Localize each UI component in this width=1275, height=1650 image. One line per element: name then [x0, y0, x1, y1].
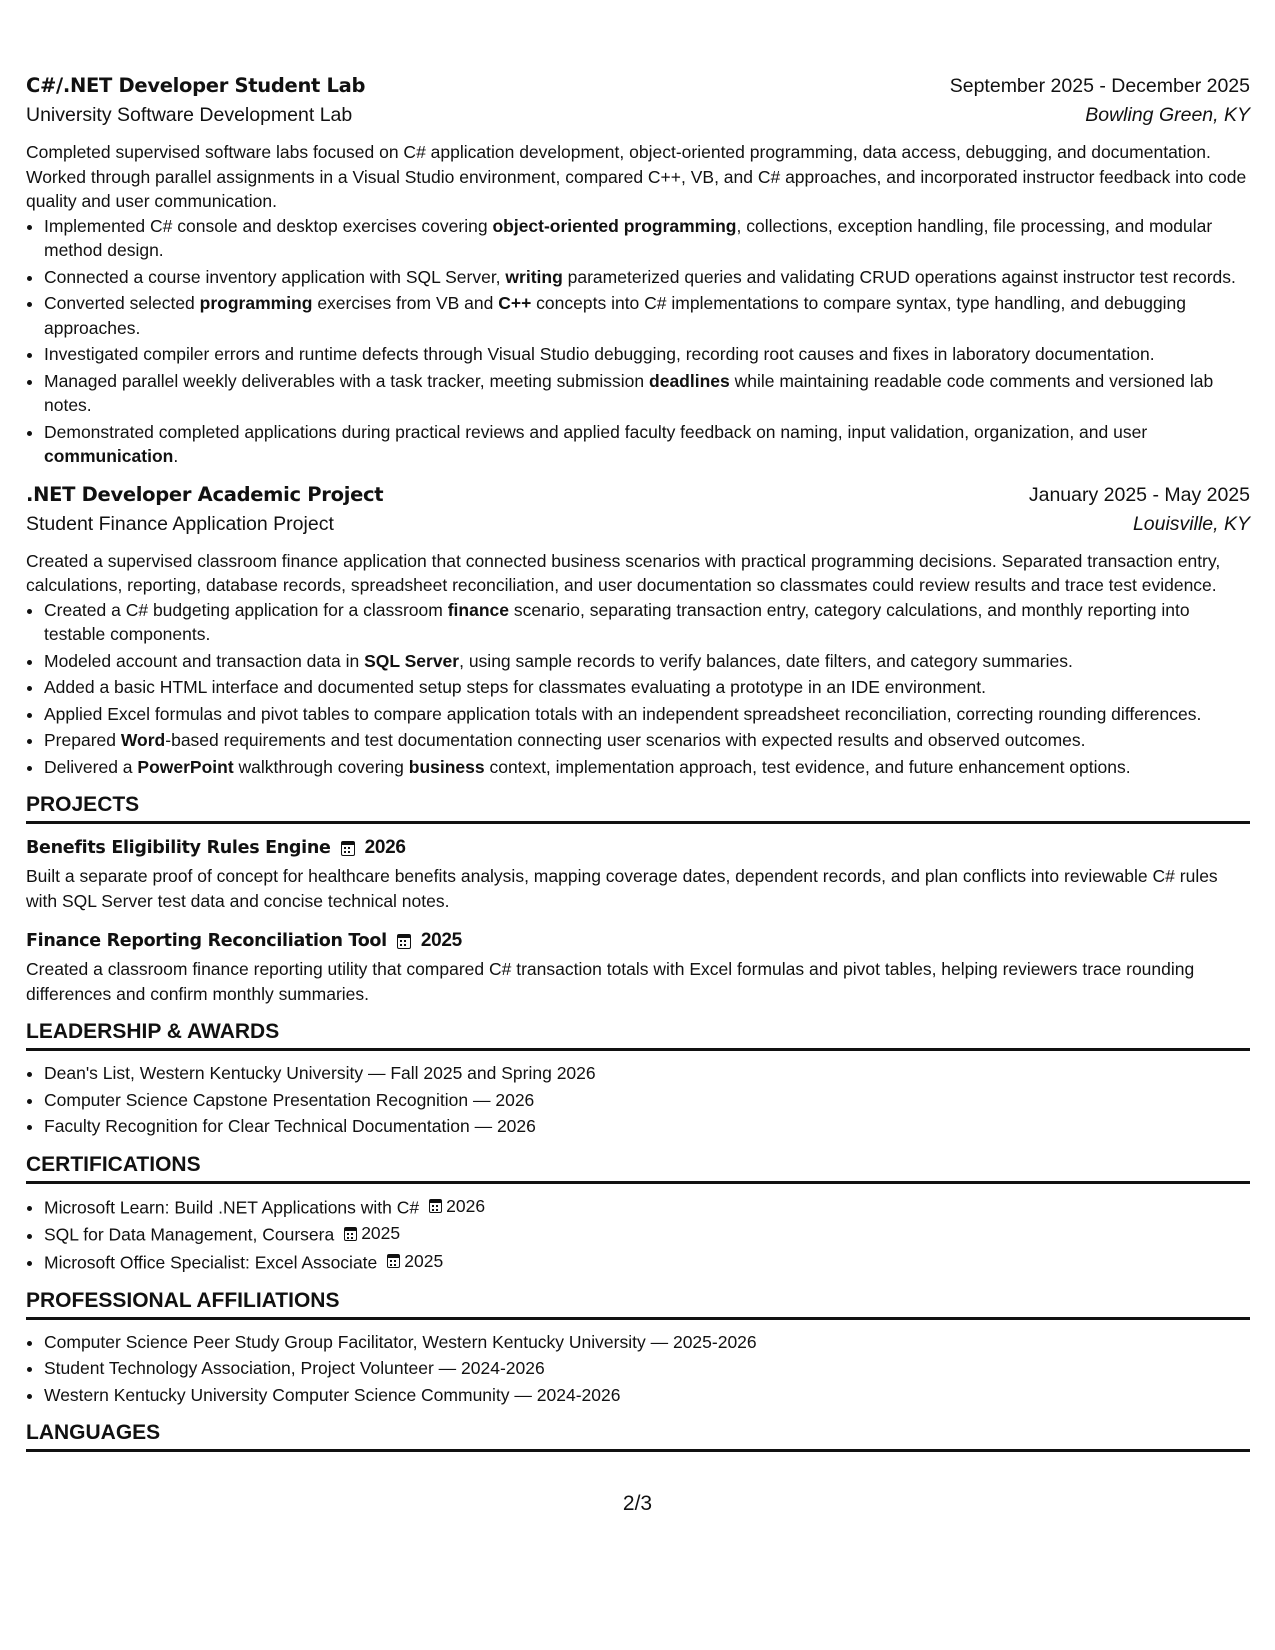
section-heading-certifications: CERTIFICATIONS	[26, 1153, 1250, 1184]
page-number: 2/3	[622, 1492, 653, 1515]
job-organization: University Software Development Lab	[26, 104, 353, 126]
certification-year: 2026	[446, 1195, 486, 1216]
calendar-icon	[397, 934, 411, 949]
bullet-item: • Added a basic HTML interface and documented setup steps for classmates evaluating a prototype in an IDE environment.	[44, 675, 1250, 700]
job-description: Completed supervised software labs focused on C# application development, object-oriented programming, data access, debugging, and documentation. Worked through parallel assignments in a Visual Studio environment, compared C++, VB, and C# approaches, and incorporated instructor feedback into code quality and user communication.	[26, 142, 1247, 211]
job-bullets	[26, 214, 1250, 469]
project-description: Built a separate proof of concept for healthcare benefits analysis, mapping coverage dates, dependent records, and plan conflicts into reviewable C# rules with SQL Server test data and concise technical notes.	[26, 866, 1218, 911]
certification-year: 2025	[404, 1251, 444, 1271]
experience-entry	[26, 74, 1250, 469]
bullet-item: • Connected a course inventory application with SQL Server, writing parameterized queries and validating CRUD operations against instructor test records.	[44, 265, 1250, 290]
list-item: • Western Kentucky University Computer Science Community — 2024-2026	[44, 1383, 1250, 1408]
certifications-list	[26, 1194, 1250, 1275]
project-year: 2025	[420, 930, 462, 951]
calendar-icon	[344, 1227, 357, 1241]
certification-name: Microsoft Learn: Build .NET Applications with C#	[44, 1196, 420, 1217]
section-heading-leadership: LEADERSHIP & AWARDS	[26, 1020, 1250, 1051]
certification-name: SQL for Data Management, Coursera	[44, 1224, 335, 1245]
job-bullets	[26, 598, 1250, 780]
job-description: Created a supervised classroom finance application that connected business scenarios with practical programming decisions. Separated transaction entry, calculations, reporting, database records, spreadsheet reconciliation, and user documentation so classmates could review results and trace test evidence.	[26, 550, 1221, 595]
experience-entry	[26, 483, 1250, 780]
section-heading-affiliations: PROFESSIONAL AFFILIATIONS	[26, 1289, 1250, 1320]
bullet-item: • Investigated compiler errors and runtime defects through Visual Studio debugging, recording root causes and fixes in laboratory documentation.	[44, 342, 1250, 367]
calendar-icon	[341, 841, 355, 856]
section-heading-projects: PROJECTS	[26, 793, 1250, 824]
list-item	[44, 1249, 1250, 1275]
section-heading-languages: LANGUAGES	[26, 1421, 1250, 1452]
list-item: • Dean's List, Western Kentucky University — Fall 2025 and Spring 2026	[44, 1061, 1250, 1086]
list-item	[44, 1194, 1250, 1220]
list-item: • Faculty Recognition for Clear Technical Documentation — 2026	[44, 1114, 1250, 1139]
bullet-item: • Demonstrated completed applications during practical reviews and applied faculty feedback on naming, input validation, organization, and user communication.	[44, 420, 1250, 469]
affiliations-list	[26, 1330, 1250, 1408]
certification-year: 2025	[361, 1223, 401, 1244]
calendar-icon	[387, 1254, 400, 1268]
job-location: Louisville, KY	[1132, 512, 1250, 535]
job-location: Bowling Green, KY	[1085, 104, 1250, 126]
list-item: • Student Technology Association, Project Volunteer — 2024-2026	[44, 1356, 1250, 1381]
bullet-item: • Implemented C# console and desktop exercises covering object-oriented programming, collections, exception handling, file processing, and modular method design.	[44, 214, 1250, 263]
bullet-item: • Managed parallel weekly deliverables with a task tracker, meeting submission deadlines while maintaining readable code comments and versioned lab notes.	[44, 369, 1250, 418]
leadership-list	[26, 1061, 1250, 1139]
list-item	[44, 1221, 1250, 1247]
project-title: Benefits Eligibility Rules Engine	[26, 838, 331, 858]
list-item: • Computer Science Peer Study Group Facilitator, Western Kentucky University — 2025-2026	[44, 1330, 1250, 1355]
project-entry	[26, 834, 1250, 913]
job-title: .NET Developer Academic Project	[26, 482, 384, 506]
resume-page	[26, 74, 1250, 1462]
project-entry	[26, 927, 1250, 1006]
bullet-item: • Delivered a PowerPoint walkthrough covering business context, implementation approach, test evidence, and future enhancement options.	[44, 755, 1250, 780]
bullet-item: • Converted selected programming exercises from VB and C++ concepts into C# implementations to compare syntax, type handling, and debugging approaches.	[44, 291, 1250, 340]
project-year: 2026	[364, 837, 406, 858]
calendar-icon	[429, 1199, 442, 1213]
bullet-item: • Applied Excel formulas and pivot tables to compare application totals with an independent spreadsheet reconciliation, correcting rounding differences.	[44, 702, 1250, 727]
job-dates: September 2025 - December 2025	[949, 75, 1250, 97]
list-item: • Computer Science Capstone Presentation Recognition — 2026	[44, 1088, 1250, 1113]
job-dates: January 2025 - May 2025	[1028, 483, 1250, 506]
project-title: Finance Reporting Reconciliation Tool	[26, 931, 387, 951]
certification-name: Microsoft Office Specialist: Excel Associate	[44, 1252, 378, 1273]
bullet-item: • Created a C# budgeting application for a classroom finance scenario, separating transaction entry, category calculations, and monthly reporting into testable components.	[44, 598, 1250, 647]
bullet-item: • Modeled account and transaction data in SQL Server, using sample records to verify balances, date filters, and category summaries.	[44, 649, 1250, 674]
job-title: C#/.NET Developer Student Lab	[26, 74, 366, 97]
bullet-item: • Prepared Word-based requirements and test documentation connecting user scenarios with expected results and observed outcomes.	[44, 728, 1250, 753]
job-organization: Student Finance Application Project	[26, 512, 334, 535]
project-description: Created a classroom finance reporting utility that compared C# transaction totals with Excel formulas and pivot tables, helping reviewers trace rounding differences and confirm monthly summaries.	[26, 959, 1195, 1004]
